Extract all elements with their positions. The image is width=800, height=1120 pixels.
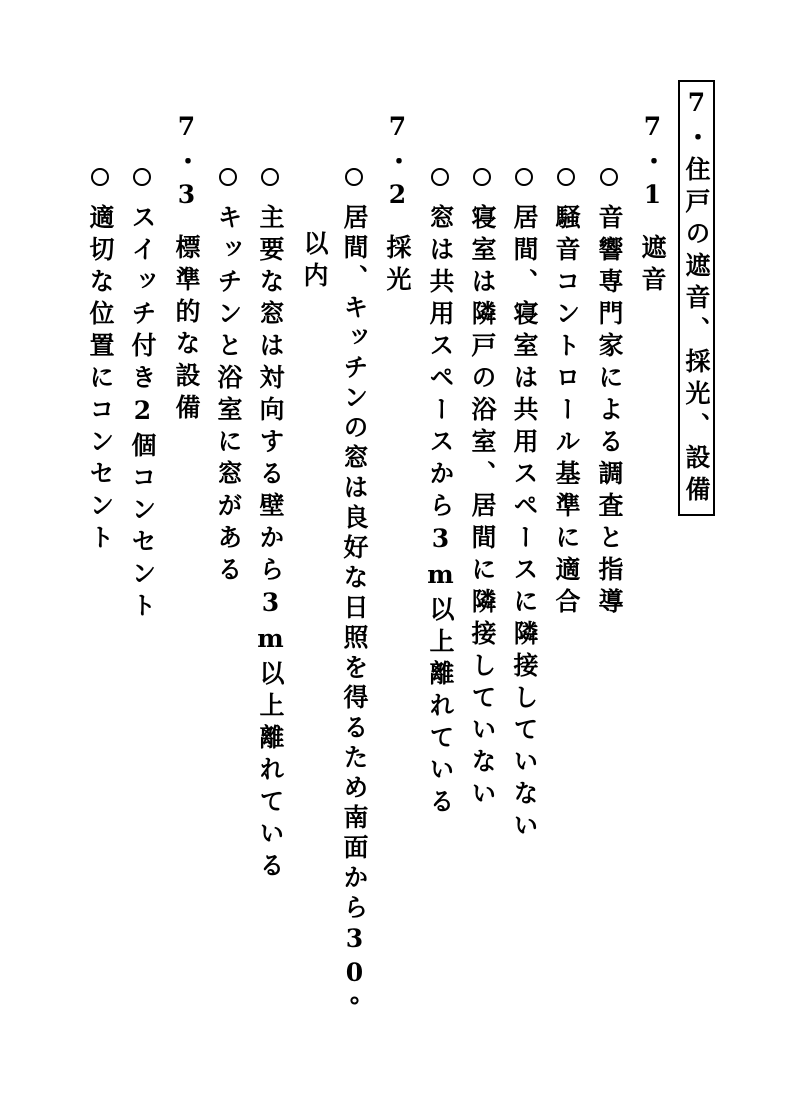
item-text: 以内: [300, 230, 329, 294]
item-text: 主要な窓は対向する壁から3m以上離れている: [256, 204, 285, 884]
item-text: 適切な位置にコンセント: [86, 204, 115, 556]
section-title: 標準的な設備: [172, 234, 201, 426]
section-number: 7・3: [172, 112, 201, 216]
section-heading-7-1: [640, 112, 665, 298]
item-text: 窓は共用スペースから3m以上離れている: [426, 204, 455, 820]
circle-bullet-icon: [261, 168, 279, 186]
list-item: [554, 168, 579, 620]
item-text: キッチンと浴室に窓がある: [214, 204, 243, 588]
section-number: 7・2: [383, 112, 412, 216]
title-text: 7・住戸の遮音、採光、設備: [682, 88, 711, 508]
list-item: [88, 168, 113, 556]
item-text: 居間、寝室は共用スペースに隣接していない: [510, 204, 539, 844]
circle-bullet-icon: [557, 168, 575, 186]
list-item-continuation: [302, 230, 327, 294]
circle-bullet-icon: [600, 168, 618, 186]
list-item: [216, 168, 241, 588]
item-text: 居間、キッチンの窓は良好な日照を得るため南面から30°: [340, 204, 369, 1026]
circle-bullet-icon: [515, 168, 533, 186]
circle-bullet-icon: [473, 168, 491, 186]
item-text: スイッチ付き2個コンセント: [128, 204, 157, 624]
item-text: 騒音コントロール基準に適合: [552, 204, 581, 620]
list-item: [428, 168, 453, 820]
page-title: [678, 80, 715, 516]
list-item: [470, 168, 495, 812]
list-item: [512, 168, 537, 844]
list-item: [258, 168, 283, 884]
list-item: [342, 168, 367, 1026]
circle-bullet-icon: [431, 168, 449, 186]
section-number: 7・1: [638, 112, 667, 216]
circle-bullet-icon: [219, 168, 237, 186]
section-title: 遮音: [638, 234, 667, 298]
section-title: 採光: [383, 234, 412, 298]
circle-bullet-icon: [91, 168, 109, 186]
section-heading-7-2: [385, 112, 410, 298]
list-item: [597, 168, 622, 620]
list-item: [130, 168, 155, 624]
item-text: 寝室は隣戸の浴室、居間に隣接していない: [468, 204, 497, 812]
section-heading-7-3: [174, 112, 199, 426]
circle-bullet-icon: [345, 168, 363, 186]
item-text: 音響専門家による調査と指導: [595, 204, 624, 620]
circle-bullet-icon: [133, 168, 151, 186]
